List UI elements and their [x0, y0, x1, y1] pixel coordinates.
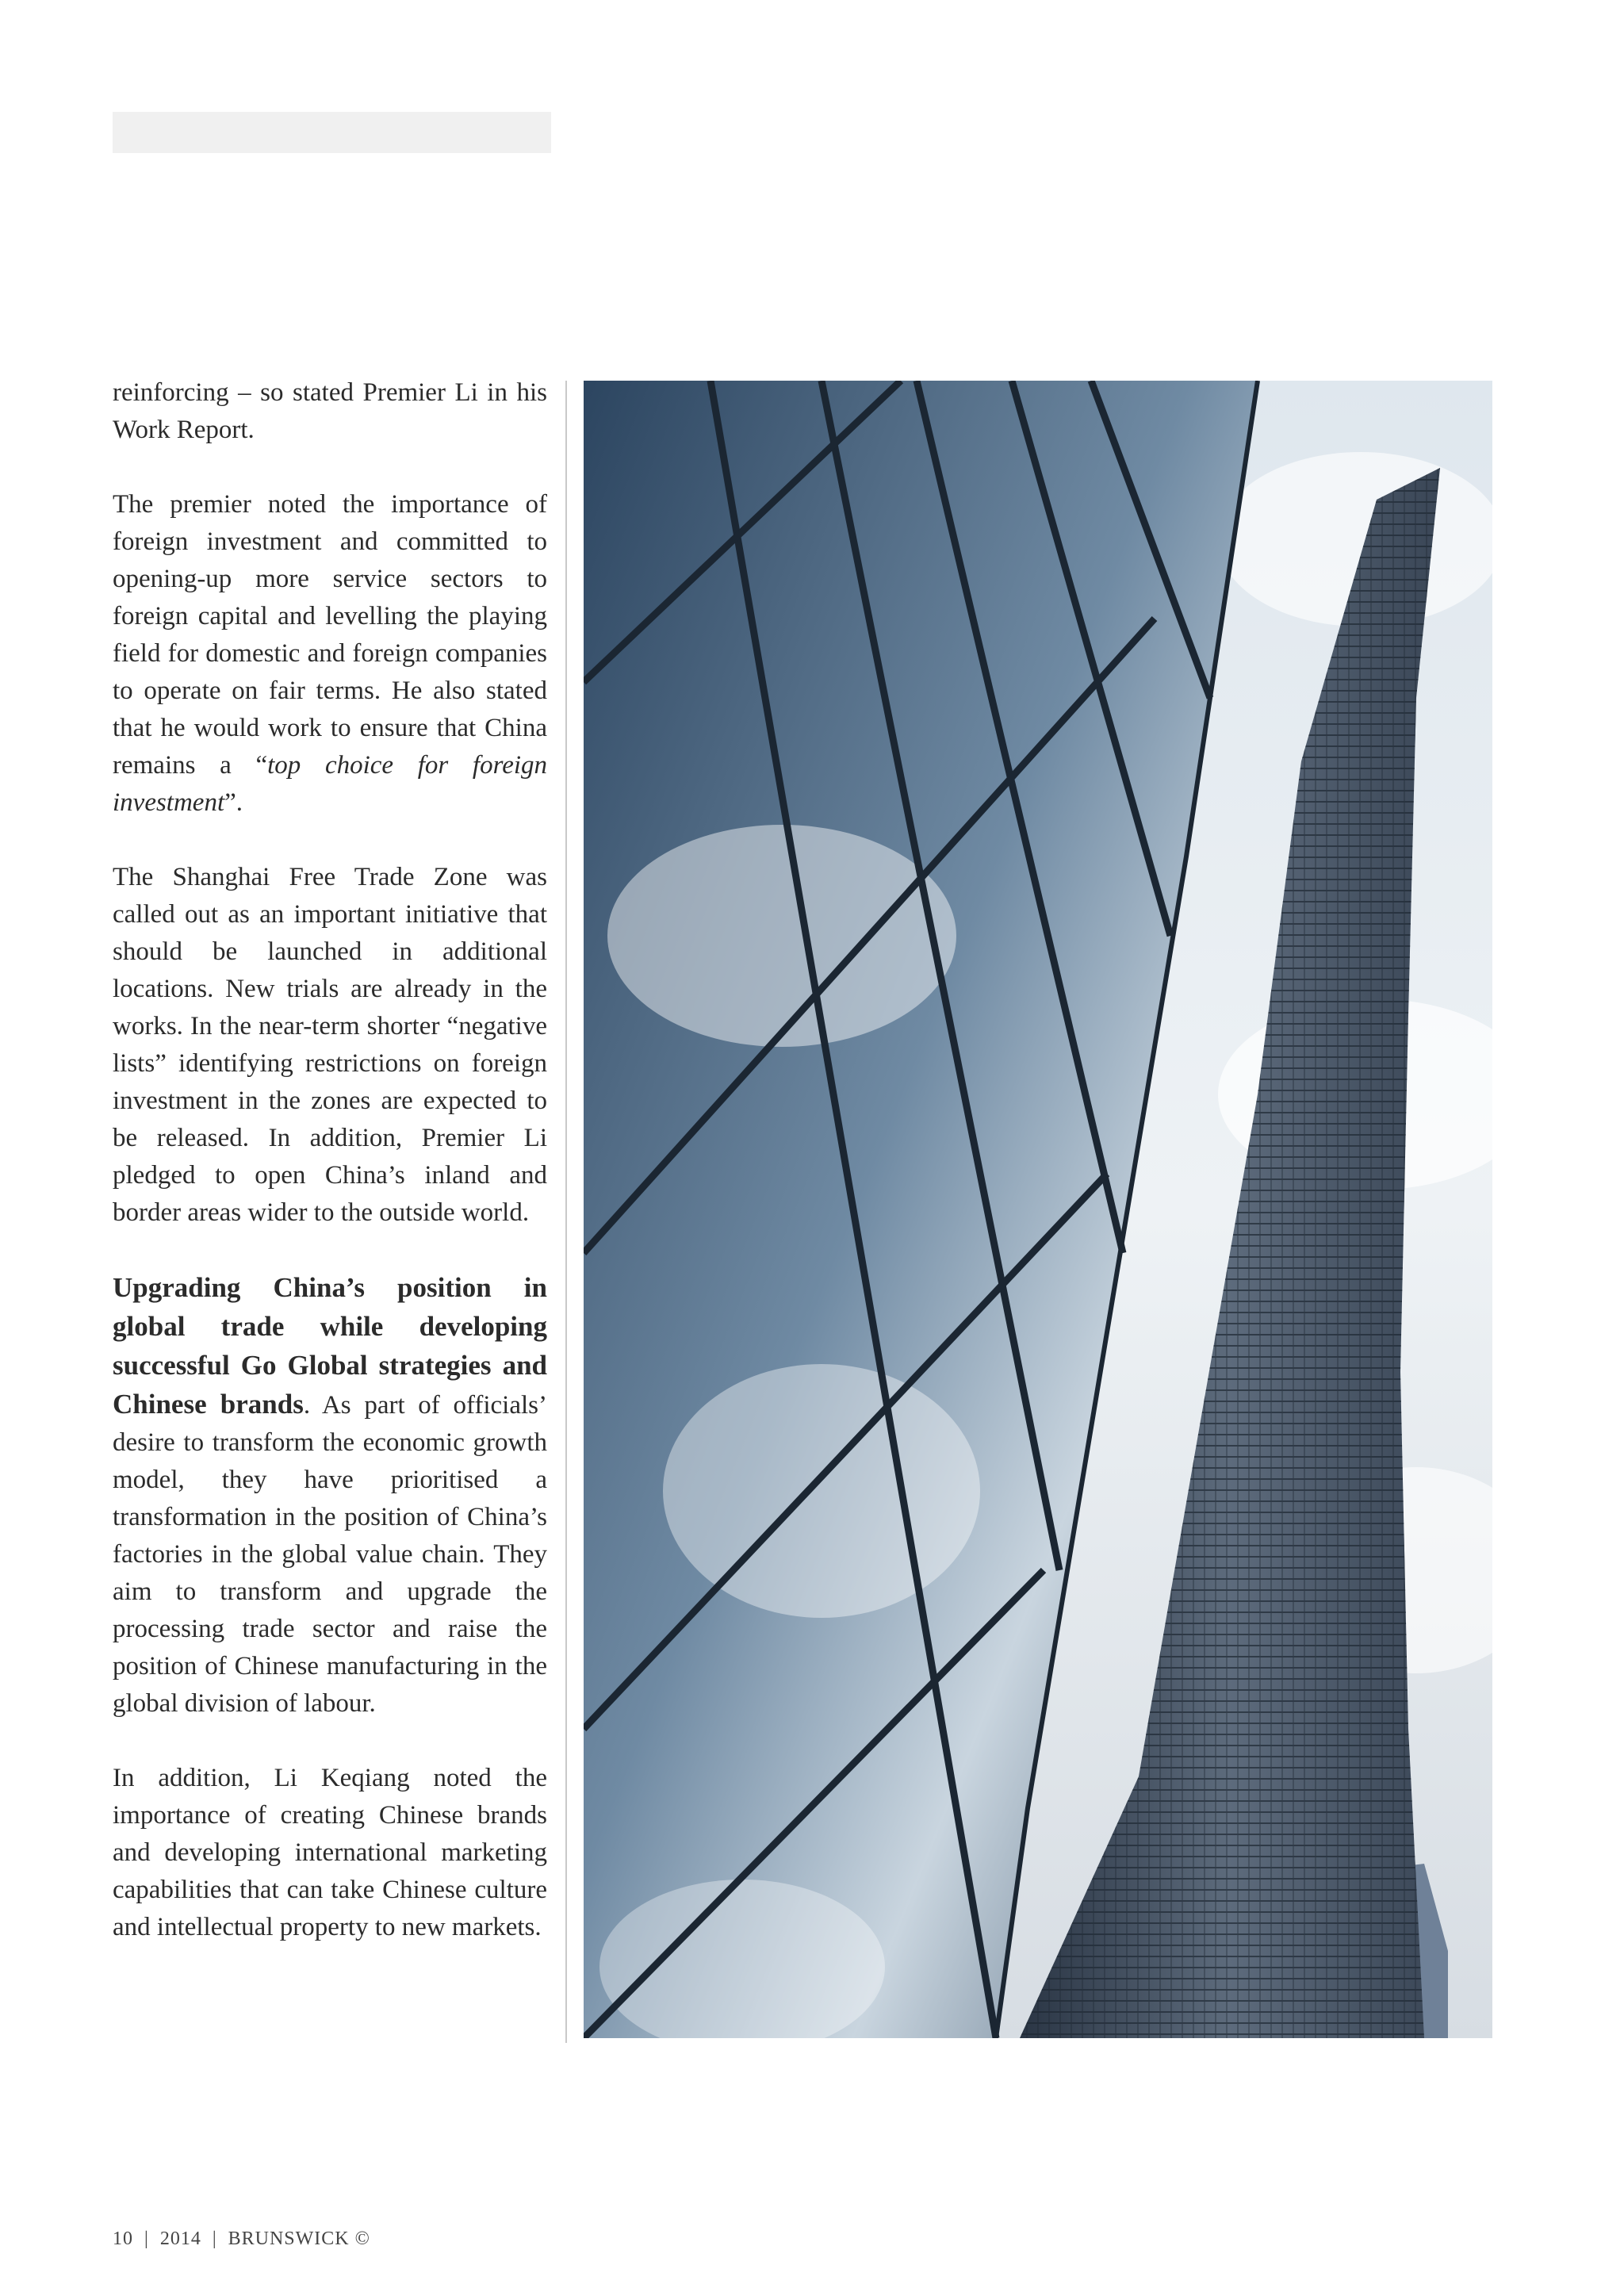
body-text-column [113, 374, 547, 1946]
section-heading: Upgrading China’s position in global trade while developing successful Go Global strategies and Chinese brands [113, 1272, 547, 1420]
paragraph-4: Upgrading China’s position in global trade while developing successful Go Global strategies and Chinese brands. As part of officials’ desire to transform the economic growth model, they have prioritised a transformation in the position of China’s factories in the global value chain. They aim to transform and upgrade the processing trade sector and raise the position of Chinese manufacturing in the global division of labour. [113, 1272, 547, 1718]
quote-emphasis: top choice for foreign investment [113, 751, 548, 817]
skyscraper-photo-icon [584, 381, 1492, 2038]
paragraph-2: The premier noted the importance of foreign investment and committed to opening-up more service sectors to foreign capital and levelling the playing field for domestic and foreign companies to operate on fair terms. He also stated that he would work to ensure that China remains a “top choice for foreign investment”. [113, 490, 548, 817]
paragraph-3: The Shanghai Free Trade Zone was called out as an important initiative that should be launched in additional locations. New trials are already in the works. In the near-term shorter “negative lists” identifying restrictions on foreign investment in the zones are expected to be released. In addition, Premier Li pledged to open China’s inland and border areas wider to the outside world. [113, 863, 547, 1227]
header-bar [113, 112, 551, 153]
page-number: 10 [113, 2228, 133, 2249]
paragraph-1: reinforcing – so stated Premier Li in his Work Report. [113, 378, 547, 444]
paragraph-5: In addition, Li Keqiang noted the importance of creating Chinese brands and developing international marketing capabilities that can take Chinese culture and intellectual property to new markets. [113, 1764, 547, 1941]
footer-year: 2014 [159, 2228, 201, 2249]
column-divider [565, 381, 567, 2043]
page-footer: 10 | 2014 | BRUNSWICK © [113, 2228, 370, 2249]
footer-brand: BRUNSWICK © [228, 2228, 370, 2249]
